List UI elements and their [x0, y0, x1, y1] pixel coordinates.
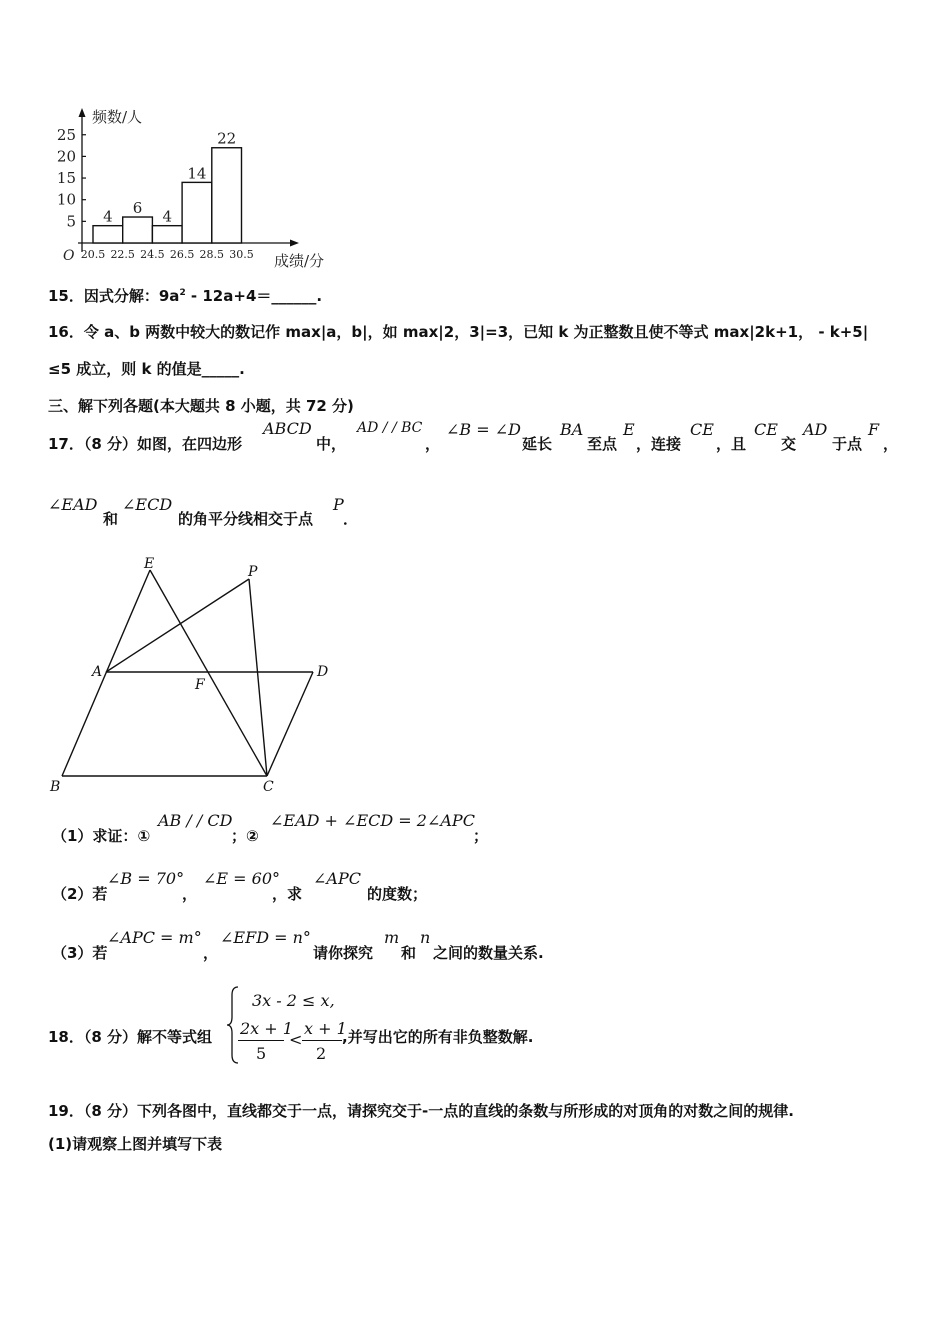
x-tick-label: 24.5	[140, 248, 165, 261]
q17-expr-b-d: ∠B = ∠D	[446, 420, 521, 439]
bar-value-label: 22	[217, 129, 237, 148]
segment-P-C	[249, 579, 267, 776]
histogram-bar	[93, 226, 123, 243]
point-label-B: B	[50, 779, 61, 795]
x-tick-label: 28.5	[199, 248, 225, 261]
bar-value-label: 14	[187, 164, 207, 183]
question-19-line2: (1)请观察上图并填写下表	[48, 1135, 223, 1153]
point-label-E: E	[144, 556, 155, 572]
x-axis-label: 成绩/分	[274, 252, 325, 270]
q17-lead: 17．（8 分）如图，在四边形	[48, 435, 243, 453]
segment-A-P	[106, 579, 249, 672]
x-tick-label: 20.5	[80, 248, 106, 261]
q17-expr-abcd: ABCD	[263, 419, 312, 438]
q17-expr-ad-bc: AD / / BC	[357, 420, 423, 436]
bar-value-label: 6	[132, 199, 143, 218]
histogram-chart	[0, 0, 950, 280]
segment-D-C	[267, 672, 313, 776]
segment-E-C	[150, 570, 267, 776]
system-brace	[226, 985, 240, 1065]
histogram-bar	[212, 148, 242, 243]
question-16-line1: 16．令 a、b 两数中较大的数记作 max|a，b|，如 max|2，3|=3，已知 k 为正整数且使不等式 max|2k+1， - k+5|	[48, 323, 869, 341]
y-tick-label: 15	[56, 169, 76, 188]
y-tick-label: 5	[66, 212, 76, 231]
point-label-P: P	[248, 564, 258, 580]
y-axis-arrow	[79, 108, 86, 117]
question-16-line2: ≤5 成立，则 k 的值是_____.	[48, 360, 245, 378]
section-3-heading: 三、解下列各题(本大题共 8 小题，共 72 分)	[48, 397, 354, 415]
fraction-bar-2	[302, 1040, 342, 1041]
x-tick-label: 30.5	[229, 248, 254, 261]
x-tick-label: 22.5	[110, 248, 135, 261]
question-19-line1: 19．（8 分）下列各图中，直线都交于一点，请探究交于-一点的直线的条数与所形成的对顶角的对数之间的规律.	[48, 1102, 794, 1120]
point-label-D: D	[317, 664, 329, 680]
bar-value-label: 4	[162, 207, 173, 226]
histogram-bar	[182, 182, 212, 243]
y-tick-label: 25	[56, 125, 76, 144]
y-tick-label: 20	[56, 147, 76, 166]
point-label-C: C	[263, 779, 274, 795]
y-tick-label: 10	[56, 190, 76, 209]
bar-value-label: 4	[103, 207, 113, 226]
fraction-bar-1	[238, 1040, 284, 1041]
y-axis-label: 频数/人	[92, 108, 143, 126]
geometry-figure	[0, 540, 950, 800]
segment-B-E	[62, 570, 150, 776]
histogram-bar	[152, 226, 182, 243]
point-label-F: F	[195, 677, 205, 693]
x-tick-label: 26.5	[169, 248, 195, 261]
x-axis-arrow	[290, 240, 299, 247]
histogram-bar	[123, 217, 153, 243]
point-label-A: A	[92, 664, 103, 680]
origin-label: O	[63, 248, 75, 264]
question-15: 15．因式分解：$9a^2$ - 12a+4＝______.	[48, 287, 323, 305]
